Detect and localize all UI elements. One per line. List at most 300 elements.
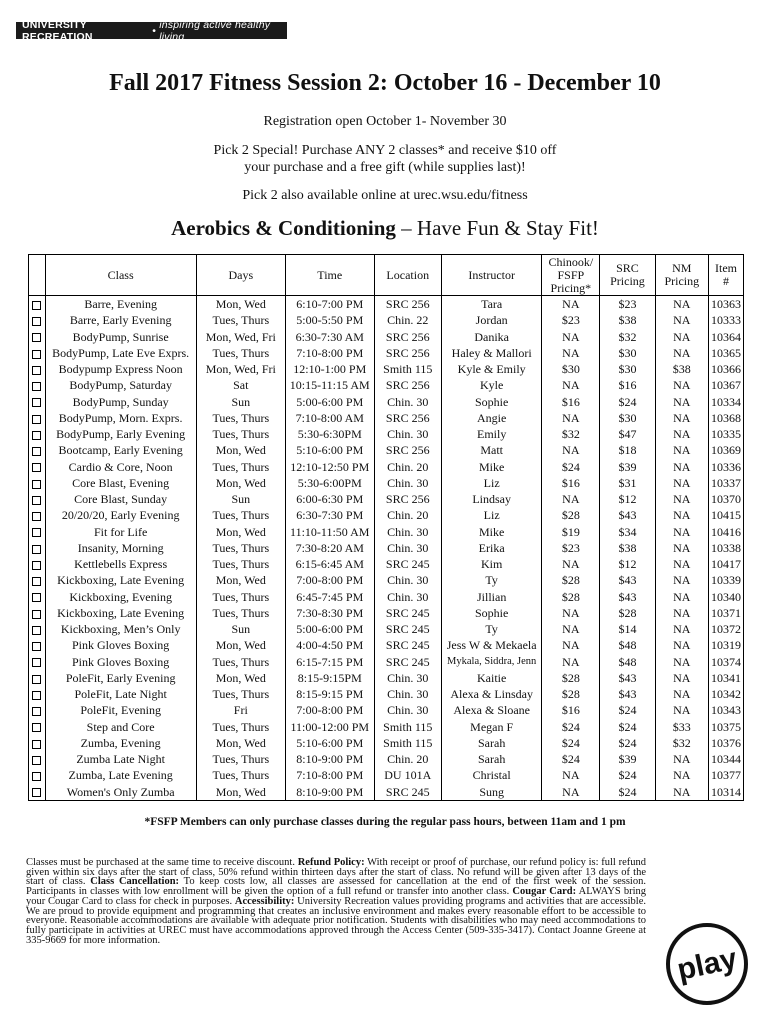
cell-chinook-price: $16: [542, 475, 600, 491]
cell-days: Tues, Thurs: [196, 751, 285, 767]
fsfp-footnote: *FSFP Members can only purchase classes during the regular pass hours, between 11am and 1 pm: [144, 816, 626, 828]
cell-chinook-price: $24: [542, 751, 600, 767]
cell-time: 8:10-9:00 PM: [285, 751, 374, 767]
cell-location: SRC 256: [374, 491, 441, 507]
cell-location: SRC 256: [374, 410, 441, 426]
table-row: [29, 410, 744, 426]
table-row: [29, 426, 744, 442]
table-row: [29, 491, 744, 507]
cell-time: 5:00-5:50 PM: [285, 312, 374, 328]
cell-class: Pink Gloves Boxing: [45, 654, 196, 670]
table-row: [29, 361, 744, 377]
cell-time: 12:10-1:00 PM: [285, 361, 374, 377]
cell-nm-price: NA: [655, 410, 708, 426]
cell-time: 7:30-8:30 PM: [285, 605, 374, 621]
cell-item-number: 10377: [709, 767, 744, 783]
cell-class: BodyPump, Late Eve Exprs.: [45, 345, 196, 361]
cell-item-number: 10376: [709, 735, 744, 751]
select-cell: [29, 329, 46, 345]
col-chinook-l2: FSFP: [557, 267, 585, 282]
cell-class: PoleFit, Early Evening: [45, 670, 196, 686]
select-checkbox[interactable]: [32, 480, 41, 489]
cell-location: Chin. 30: [374, 475, 441, 491]
select-checkbox[interactable]: [32, 415, 41, 424]
cell-chinook-price: $28: [542, 670, 600, 686]
cell-chinook-price: $30: [542, 361, 600, 377]
table-row: [29, 784, 744, 801]
select-checkbox[interactable]: [32, 772, 41, 781]
cell-instructor: Jordan: [441, 312, 541, 328]
select-checkbox[interactable]: [32, 561, 41, 570]
cell-item-number: 10342: [709, 686, 744, 702]
table-row: [29, 507, 744, 523]
cell-location: SRC 256: [374, 329, 441, 345]
table-row: [29, 312, 744, 328]
table-row: [29, 296, 744, 313]
cell-instructor: Sophie: [441, 394, 541, 410]
cell-src-price: $39: [600, 459, 655, 475]
cell-class: Kickboxing, Late Evening: [45, 572, 196, 588]
select-cell: [29, 394, 46, 410]
cell-class: Zumba, Late Evening: [45, 767, 196, 783]
select-cell: [29, 556, 46, 572]
cell-location: Smith 115: [374, 735, 441, 751]
pick2-online: Pick 2 also available online at urec.wsu.edu/fitness: [242, 188, 528, 203]
policy-text: [26, 858, 646, 945]
table-row: [29, 735, 744, 751]
cell-nm-price: NA: [655, 605, 708, 621]
table-row: [29, 524, 744, 540]
select-cell: [29, 475, 46, 491]
cell-class: Kickboxing, Evening: [45, 589, 196, 605]
cell-instructor: Kim: [441, 556, 541, 572]
cell-class: BodyPump, Saturday: [45, 377, 196, 393]
cell-chinook-price: $23: [542, 540, 600, 556]
table-row: [29, 345, 744, 361]
cell-instructor: Mykala, Siddra, Jenn: [441, 654, 541, 670]
cell-src-price: $30: [600, 361, 655, 377]
select-cell: [29, 621, 46, 637]
cell-days: Mon, Wed: [196, 670, 285, 686]
select-checkbox[interactable]: [32, 382, 41, 391]
section-heading-rest: – Have Fun & Stay Fit!: [395, 216, 599, 240]
select-checkbox[interactable]: [32, 691, 41, 700]
table-row: [29, 637, 744, 653]
cell-nm-price: NA: [655, 524, 708, 540]
select-cell: [29, 491, 46, 507]
select-cell: [29, 312, 46, 328]
select-checkbox[interactable]: [32, 350, 41, 359]
cell-nm-price: NA: [655, 767, 708, 783]
cell-location: SRC 245: [374, 605, 441, 621]
cell-days: Tues, Thurs: [196, 686, 285, 702]
cell-class: BodyPump, Sunday: [45, 394, 196, 410]
cell-item-number: 10339: [709, 572, 744, 588]
select-checkbox[interactable]: [32, 593, 41, 602]
cell-nm-price: NA: [655, 637, 708, 653]
cell-nm-price: NA: [655, 751, 708, 767]
cell-time: 5:30-6:30PM: [285, 426, 374, 442]
cell-time: 7:00-8:00 PM: [285, 572, 374, 588]
table-row: [29, 540, 744, 556]
cell-item-number: 10340: [709, 589, 744, 605]
cell-src-price: $12: [600, 556, 655, 572]
cell-nm-price: $33: [655, 719, 708, 735]
cell-class: Zumba, Evening: [45, 735, 196, 751]
cell-instructor: Ty: [441, 572, 541, 588]
table-header-row: [29, 255, 744, 296]
cell-time: 7:10-8:00 PM: [285, 767, 374, 783]
select-checkbox[interactable]: [32, 512, 41, 521]
cell-item-number: 10337: [709, 475, 744, 491]
cougar-text: ALWAYS bring your Cougar Card to class for check in purposes.: [26, 886, 646, 907]
select-checkbox[interactable]: [32, 626, 41, 635]
select-checkbox[interactable]: [32, 577, 41, 586]
cell-chinook-price: NA: [542, 377, 600, 393]
table-row: [29, 556, 744, 572]
cell-class: Zumba Late Night: [45, 751, 196, 767]
table-row: [29, 719, 744, 735]
cell-nm-price: NA: [655, 670, 708, 686]
cell-class: Kettlebells Express: [45, 556, 196, 572]
cell-class: Kickboxing, Late Evening: [45, 605, 196, 621]
cell-nm-price: NA: [655, 784, 708, 801]
cell-location: SRC 256: [374, 296, 441, 313]
col-src-l1: SRC: [616, 261, 639, 275]
col-src-l2: Pricing: [610, 274, 645, 288]
cell-item-number: 10370: [709, 491, 744, 507]
org-name: UNIVERSITY RECREATION: [22, 18, 93, 43]
cell-src-price: $43: [600, 589, 655, 605]
table-row: [29, 475, 744, 491]
select-checkbox[interactable]: [32, 658, 41, 667]
cell-item-number: 10344: [709, 751, 744, 767]
select-checkbox[interactable]: [32, 707, 41, 716]
cell-src-price: $30: [600, 345, 655, 361]
select-cell: [29, 686, 46, 702]
cell-location: Chin. 20: [374, 507, 441, 523]
select-cell: [29, 524, 46, 540]
cell-chinook-price: NA: [542, 621, 600, 637]
select-checkbox[interactable]: [32, 317, 41, 326]
cell-location: Chin. 30: [374, 572, 441, 588]
cell-location: Smith 115: [374, 719, 441, 735]
cell-instructor: Tara: [441, 296, 541, 313]
cell-src-price: $24: [600, 719, 655, 735]
cell-time: 7:10-8:00 PM: [285, 345, 374, 361]
cell-src-price: $14: [600, 621, 655, 637]
cell-instructor: Megan F: [441, 719, 541, 735]
cell-nm-price: NA: [655, 621, 708, 637]
table-row: [29, 442, 744, 458]
cell-time: 5:00-6:00 PM: [285, 394, 374, 410]
select-checkbox[interactable]: [32, 788, 41, 797]
cell-instructor: Mike: [441, 524, 541, 540]
cell-chinook-price: $16: [542, 702, 600, 718]
cell-days: Tues, Thurs: [196, 426, 285, 442]
cell-time: 8:10-9:00 PM: [285, 784, 374, 801]
cell-nm-price: NA: [655, 589, 708, 605]
cell-days: Sun: [196, 394, 285, 410]
cell-instructor: Danika: [441, 329, 541, 345]
cell-time: 6:10-7:00 PM: [285, 296, 374, 313]
cell-chinook-price: NA: [542, 767, 600, 783]
cell-src-price: $24: [600, 702, 655, 718]
cell-class: Core Blast, Evening: [45, 475, 196, 491]
cell-location: SRC 245: [374, 654, 441, 670]
select-cell: [29, 345, 46, 361]
col-src-pricing: [600, 255, 655, 296]
cell-days: Tues, Thurs: [196, 605, 285, 621]
cell-class: Women's Only Zumba: [45, 784, 196, 801]
cell-days: Mon, Wed: [196, 637, 285, 653]
cell-location: Chin. 30: [374, 394, 441, 410]
table-row: [29, 329, 744, 345]
col-chinook-pricing: [542, 255, 600, 296]
cell-chinook-price: $28: [542, 572, 600, 588]
cell-location: Chin. 30: [374, 540, 441, 556]
select-cell: [29, 767, 46, 783]
cell-src-price: $18: [600, 442, 655, 458]
cell-item-number: 10367: [709, 377, 744, 393]
cell-days: Mon, Wed: [196, 784, 285, 801]
col-instructor: Instructor: [441, 255, 541, 296]
cell-class: Step and Core: [45, 719, 196, 735]
cell-chinook-price: $24: [542, 735, 600, 751]
cell-item-number: 10374: [709, 654, 744, 670]
select-checkbox[interactable]: [32, 398, 41, 407]
cell-chinook-price: $28: [542, 686, 600, 702]
cell-location: SRC 245: [374, 556, 441, 572]
cell-class: BodyPump, Early Evening: [45, 426, 196, 442]
cell-item-number: 10365: [709, 345, 744, 361]
select-checkbox[interactable]: [32, 740, 41, 749]
cell-instructor: Jess W & Mekaela: [441, 637, 541, 653]
cell-src-price: $24: [600, 784, 655, 801]
cell-item-number: 10338: [709, 540, 744, 556]
select-checkbox[interactable]: [32, 301, 41, 310]
cell-src-price: $39: [600, 751, 655, 767]
select-checkbox[interactable]: [32, 528, 41, 537]
cell-chinook-price: $23: [542, 312, 600, 328]
cell-item-number: 10364: [709, 329, 744, 345]
select-checkbox[interactable]: [32, 610, 41, 619]
col-nm-l1: NM: [672, 261, 692, 275]
cell-instructor: Lindsay: [441, 491, 541, 507]
select-cell: [29, 410, 46, 426]
cell-instructor: Ty: [441, 621, 541, 637]
cell-time: 7:00-8:00 PM: [285, 702, 374, 718]
col-item: Item #: [709, 255, 744, 296]
cell-item-number: 10417: [709, 556, 744, 572]
select-checkbox[interactable]: [32, 333, 41, 342]
cell-chinook-price: NA: [542, 329, 600, 345]
select-cell: [29, 637, 46, 653]
cell-nm-price: NA: [655, 459, 708, 475]
cell-days: Tues, Thurs: [196, 654, 285, 670]
select-cell: [29, 361, 46, 377]
cell-item-number: 10363: [709, 296, 744, 313]
cell-time: 12:10-12:50 PM: [285, 459, 374, 475]
cell-chinook-price: $16: [542, 394, 600, 410]
select-checkbox[interactable]: [32, 496, 41, 505]
cell-days: Tues, Thurs: [196, 589, 285, 605]
select-checkbox[interactable]: [32, 723, 41, 732]
cell-chinook-price: NA: [542, 654, 600, 670]
cell-nm-price: NA: [655, 507, 708, 523]
select-checkbox[interactable]: [32, 675, 41, 684]
cell-nm-price: NA: [655, 556, 708, 572]
cell-days: Mon, Wed: [196, 296, 285, 313]
cell-chinook-price: NA: [542, 296, 600, 313]
table-row: [29, 751, 744, 767]
cell-days: Tues, Thurs: [196, 507, 285, 523]
cell-class: Insanity, Morning: [45, 540, 196, 556]
cell-instructor: Kyle & Emily: [441, 361, 541, 377]
cell-src-price: $48: [600, 654, 655, 670]
cell-item-number: 10369: [709, 442, 744, 458]
select-cell: [29, 654, 46, 670]
cell-days: Tues, Thurs: [196, 459, 285, 475]
cell-chinook-price: $28: [542, 507, 600, 523]
cell-days: Tues, Thurs: [196, 410, 285, 426]
cell-instructor: Mike: [441, 459, 541, 475]
cell-days: Mon, Wed: [196, 442, 285, 458]
table-row: [29, 621, 744, 637]
cell-class: PoleFit, Evening: [45, 702, 196, 718]
cell-src-price: $32: [600, 329, 655, 345]
cell-item-number: 10314: [709, 784, 744, 801]
col-nm-l2: Pricing: [664, 274, 700, 288]
cell-days: Mon, Wed: [196, 524, 285, 540]
col-class: Class: [45, 255, 196, 296]
select-checkbox[interactable]: [32, 756, 41, 765]
play-logo-text: play: [674, 942, 740, 987]
cell-instructor: Alexa & Sloane: [441, 702, 541, 718]
cell-time: 4:00-4:50 PM: [285, 637, 374, 653]
cell-time: 10:15-11:15 AM: [285, 377, 374, 393]
cell-class: Bootcamp, Early Evening: [45, 442, 196, 458]
cell-location: SRC 256: [374, 442, 441, 458]
select-checkbox[interactable]: [32, 642, 41, 651]
cell-time: 5:10-6:00 PM: [285, 442, 374, 458]
cell-location: Chin. 30: [374, 686, 441, 702]
cell-chinook-price: NA: [542, 345, 600, 361]
pick2-offer-line2: your purchase and a free gift (while supplies last)!: [244, 160, 526, 175]
cell-location: SRC 245: [374, 784, 441, 801]
cell-chinook-price: $24: [542, 459, 600, 475]
cell-instructor: Sarah: [441, 735, 541, 751]
cell-class: Pink Gloves Boxing: [45, 637, 196, 653]
cell-item-number: 10416: [709, 524, 744, 540]
cell-instructor: Jillian: [441, 589, 541, 605]
select-cell: [29, 702, 46, 718]
cell-nm-price: $38: [655, 361, 708, 377]
table-row: [29, 605, 744, 621]
cell-chinook-price: $28: [542, 589, 600, 605]
cell-days: Mon, Wed: [196, 735, 285, 751]
col-location: Location: [374, 255, 441, 296]
select-cell: [29, 735, 46, 751]
cell-instructor: Matt: [441, 442, 541, 458]
cell-time: 7:10-8:00 AM: [285, 410, 374, 426]
select-cell: [29, 751, 46, 767]
cell-time: 5:30-6:00PM: [285, 475, 374, 491]
cell-src-price: $47: [600, 426, 655, 442]
cell-src-price: $16: [600, 377, 655, 393]
cell-nm-price: NA: [655, 475, 708, 491]
section-heading: [0, 216, 770, 241]
select-checkbox[interactable]: [32, 463, 41, 472]
cell-instructor: Liz: [441, 475, 541, 491]
cell-class: Fit for Life: [45, 524, 196, 540]
table-row: [29, 767, 744, 783]
table-row: [29, 394, 744, 410]
cell-days: Mon, Wed: [196, 475, 285, 491]
cell-nm-price: NA: [655, 296, 708, 313]
cell-src-price: $38: [600, 540, 655, 556]
cell-chinook-price: $24: [542, 719, 600, 735]
cell-class: Barre, Evening: [45, 296, 196, 313]
select-checkbox[interactable]: [32, 431, 41, 440]
select-cell: [29, 296, 46, 313]
cell-location: DU 101A: [374, 767, 441, 783]
cell-item-number: 10335: [709, 426, 744, 442]
table-row: [29, 654, 744, 670]
registration-dates: Registration open October 1- November 30: [263, 114, 507, 129]
checkbox-column-header: [29, 255, 46, 296]
table-row: [29, 670, 744, 686]
cell-chinook-price: NA: [542, 784, 600, 801]
table-row: [29, 459, 744, 475]
cell-instructor: Kaitie: [441, 670, 541, 686]
cell-nm-price: NA: [655, 702, 708, 718]
cell-location: Chin. 30: [374, 524, 441, 540]
cell-instructor: Liz: [441, 507, 541, 523]
cell-class: Cardio & Core, Noon: [45, 459, 196, 475]
cell-chinook-price: $32: [542, 426, 600, 442]
pick2-offer-line1: Pick 2 Special! Purchase ANY 2 classes* and receive $10 off: [213, 143, 557, 158]
cancel-label: Class Cancellation:: [90, 876, 180, 888]
cell-time: 6:00-6:30 PM: [285, 491, 374, 507]
cell-location: Chin. 22: [374, 312, 441, 328]
cougar-label: Cougar Card:: [512, 886, 577, 898]
cell-days: Tues, Thurs: [196, 312, 285, 328]
cell-item-number: 10333: [709, 312, 744, 328]
cell-src-price: $24: [600, 735, 655, 751]
cell-time: 8:15-9:15 PM: [285, 686, 374, 702]
cell-class: BodyPump, Sunrise: [45, 329, 196, 345]
cell-instructor: Kyle: [441, 377, 541, 393]
col-nm-pricing: [655, 255, 708, 296]
col-time: Time: [285, 255, 374, 296]
cell-nm-price: NA: [655, 345, 708, 361]
cell-days: Fri: [196, 702, 285, 718]
cell-days: Sun: [196, 491, 285, 507]
cell-instructor: Alexa & Linsday: [441, 686, 541, 702]
select-checkbox[interactable]: [32, 447, 41, 456]
cell-location: Chin. 30: [374, 426, 441, 442]
cell-nm-price: $32: [655, 735, 708, 751]
cell-item-number: 10372: [709, 621, 744, 637]
cancel-text: To keep costs low, all classes are assessed for cancellation at the end of the first week of the session. Participants in classes with low enrollment will be given the option of a full refund or transfer into another class.: [26, 876, 646, 898]
col-chinook-l1: Chinook/: [548, 254, 594, 269]
cell-instructor: Haley & Mallori: [441, 345, 541, 361]
cell-src-price: $43: [600, 686, 655, 702]
select-checkbox[interactable]: [32, 545, 41, 554]
select-checkbox[interactable]: [32, 366, 41, 375]
cell-time: 11:00-12:00 PM: [285, 719, 374, 735]
